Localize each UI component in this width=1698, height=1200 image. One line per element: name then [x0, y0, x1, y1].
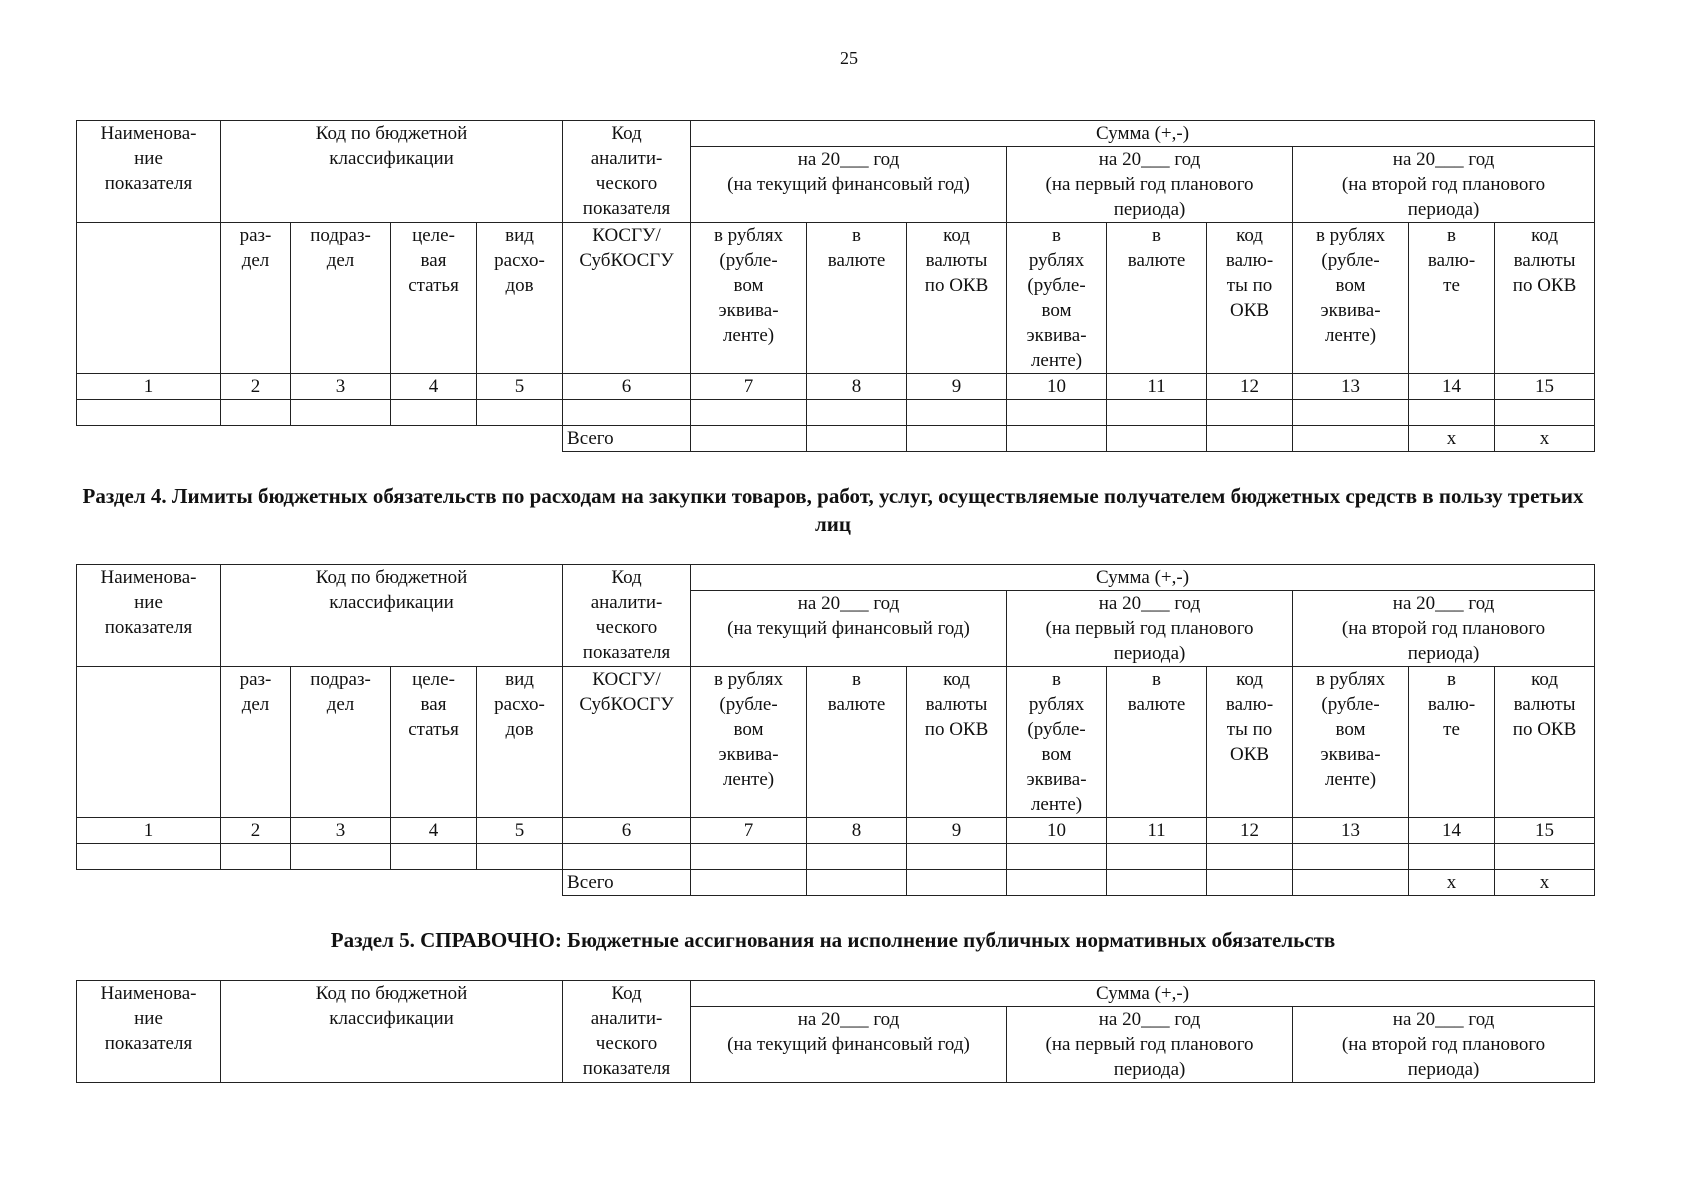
column-number-row [77, 818, 1595, 844]
table-cell [807, 426, 907, 452]
header-second-currency: в валю- те [1409, 667, 1495, 818]
table-cell [77, 844, 221, 870]
header-year-first: на 20___ год (на первый год планового периода) [1007, 591, 1293, 667]
header-second-currency: в валю- те [1409, 223, 1495, 374]
header-sum: Сумма (+,-) [691, 981, 1595, 1007]
header-podrazdel: подраз- дел [291, 223, 391, 374]
column-number: 10 [1007, 818, 1107, 844]
column-number: 14 [1409, 374, 1495, 400]
header-analytic-code: Код аналити- ческого показателя [563, 981, 691, 1083]
header-budget-code: Код по бюджетной классификации [221, 981, 563, 1083]
table-cell [1007, 844, 1107, 870]
header-blank [77, 223, 221, 374]
table-cell [1207, 870, 1293, 896]
table-cell [477, 400, 563, 426]
header-indicator-name: Наименова- ние показателя [77, 981, 221, 1083]
header-celevaya-statya: целе- вая статья [391, 667, 477, 818]
header-podrazdel: подраз- дел [291, 667, 391, 818]
column-number: 3 [291, 818, 391, 844]
table-cell [691, 844, 807, 870]
header-indicator-name: Наименова- ние показателя [77, 565, 221, 667]
total-label: Всего [563, 870, 691, 896]
x-mark: х [1495, 870, 1595, 896]
budget-table-section-3 [76, 120, 1595, 452]
table-cell [807, 844, 907, 870]
column-number-row [77, 374, 1595, 400]
header-current-okv: код валюты по ОКВ [907, 667, 1007, 818]
column-number: 11 [1107, 374, 1207, 400]
table-cell [1293, 400, 1409, 426]
header-second-okv: код валюты по ОКВ [1495, 667, 1595, 818]
header-first-rub: в рублях (рубле- вом эквива- ленте) [1007, 667, 1107, 818]
header-year-second: на 20___ год (на второй год планового периода) [1293, 1007, 1595, 1083]
header-budget-code: Код по бюджетной классификации [221, 565, 563, 667]
header-current-currency: в валюте [807, 667, 907, 818]
table-cell [1007, 870, 1107, 896]
header-sum: Сумма (+,-) [691, 121, 1595, 147]
table-cell [563, 844, 691, 870]
header-year-current: на 20___ год (на текущий финансовый год) [691, 591, 1007, 667]
table-cell [691, 426, 807, 452]
table-cell [1293, 870, 1409, 896]
column-number: 10 [1007, 374, 1107, 400]
table-cell [1107, 870, 1207, 896]
table-cell [1107, 400, 1207, 426]
table-cell [1007, 426, 1107, 452]
header-first-rub: в рублях (рубле- вом эквива- ленте) [1007, 223, 1107, 374]
header-current-currency: в валюте [807, 223, 907, 374]
column-number: 3 [291, 374, 391, 400]
column-number: 9 [907, 818, 1007, 844]
column-number: 5 [477, 374, 563, 400]
table-cell [1107, 844, 1207, 870]
header-current-rub: в рублях (рубле- вом эквива- ленте) [691, 667, 807, 818]
table-cell [1207, 400, 1293, 426]
table-cell [907, 870, 1007, 896]
budget-table-section-5 [76, 980, 1595, 1083]
header-analytic-code: Код аналити- ческого показателя [563, 121, 691, 223]
column-number: 2 [221, 818, 291, 844]
column-number: 2 [221, 374, 291, 400]
table-cell [77, 400, 221, 426]
column-number: 15 [1495, 374, 1595, 400]
total-row [77, 426, 1595, 452]
table-cell [291, 844, 391, 870]
table-cell [477, 844, 563, 870]
x-mark: х [1409, 426, 1495, 452]
column-number: 6 [563, 374, 691, 400]
header-razdel: раз- дел [221, 223, 291, 374]
column-number: 4 [391, 374, 477, 400]
column-number: 7 [691, 374, 807, 400]
total-label: Всего [563, 426, 691, 452]
table-row [77, 844, 1595, 870]
column-number: 14 [1409, 818, 1495, 844]
header-second-rub: в рублях (рубле- вом эквива- ленте) [1293, 667, 1409, 818]
header-second-rub: в рублях (рубле- вом эквива- ленте) [1293, 223, 1409, 374]
column-number: 1 [77, 818, 221, 844]
header-vid-rashodov: вид расхо- дов [477, 223, 563, 374]
budget-table-section-4 [76, 564, 1595, 896]
header-vid-rashodov: вид расхо- дов [477, 667, 563, 818]
header-second-okv: код валюты по ОКВ [1495, 223, 1595, 374]
column-number: 1 [77, 374, 221, 400]
table-cell [1495, 844, 1595, 870]
header-year-second: на 20___ год (на второй год планового периода) [1293, 147, 1595, 223]
table-cell [807, 870, 907, 896]
header-budget-code: Код по бюджетной классификации [221, 121, 563, 223]
column-number: 8 [807, 374, 907, 400]
total-row-spacer [77, 426, 563, 452]
column-number: 9 [907, 374, 1007, 400]
table-cell [221, 844, 291, 870]
section-5-heading: Раздел 5. СПРАВОЧНО: Бюджетные ассигнования на исполнение публичных нормативных обязательств [330, 928, 1336, 952]
table-cell [807, 400, 907, 426]
header-first-okv: код валю- ты по ОКВ [1207, 223, 1293, 374]
column-number: 7 [691, 818, 807, 844]
column-number: 4 [391, 818, 477, 844]
header-year-current: на 20___ год (на текущий финансовый год) [691, 1007, 1007, 1083]
x-mark: х [1409, 870, 1495, 896]
table-cell [1007, 400, 1107, 426]
column-number: 11 [1107, 818, 1207, 844]
header-celevaya-statya: целе- вая статья [391, 223, 477, 374]
table-cell [1207, 426, 1293, 452]
table-row [77, 400, 1595, 426]
table-cell [691, 870, 807, 896]
x-mark: х [1495, 426, 1595, 452]
header-blank [77, 667, 221, 818]
header-first-currency: в валюте [1107, 667, 1207, 818]
table-cell [1495, 400, 1595, 426]
table-cell [391, 400, 477, 426]
table-cell [1409, 400, 1495, 426]
header-current-okv: код валюты по ОКВ [907, 223, 1007, 374]
header-kosgu: КОСГУ/ СубКОСГУ [563, 667, 691, 818]
header-year-current: на 20___ год (на текущий финансовый год) [691, 147, 1007, 223]
page-number: 25 [840, 48, 858, 68]
column-number: 12 [1207, 374, 1293, 400]
header-indicator-name: Наименова- ние показателя [77, 121, 221, 223]
header-first-okv: код валю- ты по ОКВ [1207, 667, 1293, 818]
table-cell [907, 400, 1007, 426]
column-number: 8 [807, 818, 907, 844]
section-4-heading: Раздел 4. Лимиты бюджетных обязательств по расходам на закупки товаров, работ, услуг, осуществляемые получателем бюджетных средств в пользу третьих лиц [82, 484, 1584, 536]
table-cell [907, 426, 1007, 452]
table-cell [1293, 426, 1409, 452]
header-kosgu: КОСГУ/ СубКОСГУ [563, 223, 691, 374]
total-row-spacer [77, 870, 563, 896]
header-year-second: на 20___ год (на второй год планового периода) [1293, 591, 1595, 667]
table-cell [563, 400, 691, 426]
column-number: 13 [1293, 374, 1409, 400]
header-current-rub: в рублях (рубле- вом эквива- ленте) [691, 223, 807, 374]
header-year-first: на 20___ год (на первый год планового периода) [1007, 147, 1293, 223]
column-number: 6 [563, 818, 691, 844]
total-row [77, 870, 1595, 896]
header-analytic-code: Код аналити- ческого показателя [563, 565, 691, 667]
table-cell [1207, 844, 1293, 870]
header-year-first: на 20___ год (на первый год планового периода) [1007, 1007, 1293, 1083]
table-cell [221, 400, 291, 426]
table-cell [291, 400, 391, 426]
table-cell [1107, 426, 1207, 452]
table-cell [391, 844, 477, 870]
table-cell [691, 400, 807, 426]
column-number: 13 [1293, 818, 1409, 844]
header-sum: Сумма (+,-) [691, 565, 1595, 591]
column-number: 5 [477, 818, 563, 844]
column-number: 15 [1495, 818, 1595, 844]
header-first-currency: в валюте [1107, 223, 1207, 374]
column-number: 12 [1207, 818, 1293, 844]
table-cell [1409, 844, 1495, 870]
header-razdel: раз- дел [221, 667, 291, 818]
table-cell [1293, 844, 1409, 870]
table-cell [907, 844, 1007, 870]
